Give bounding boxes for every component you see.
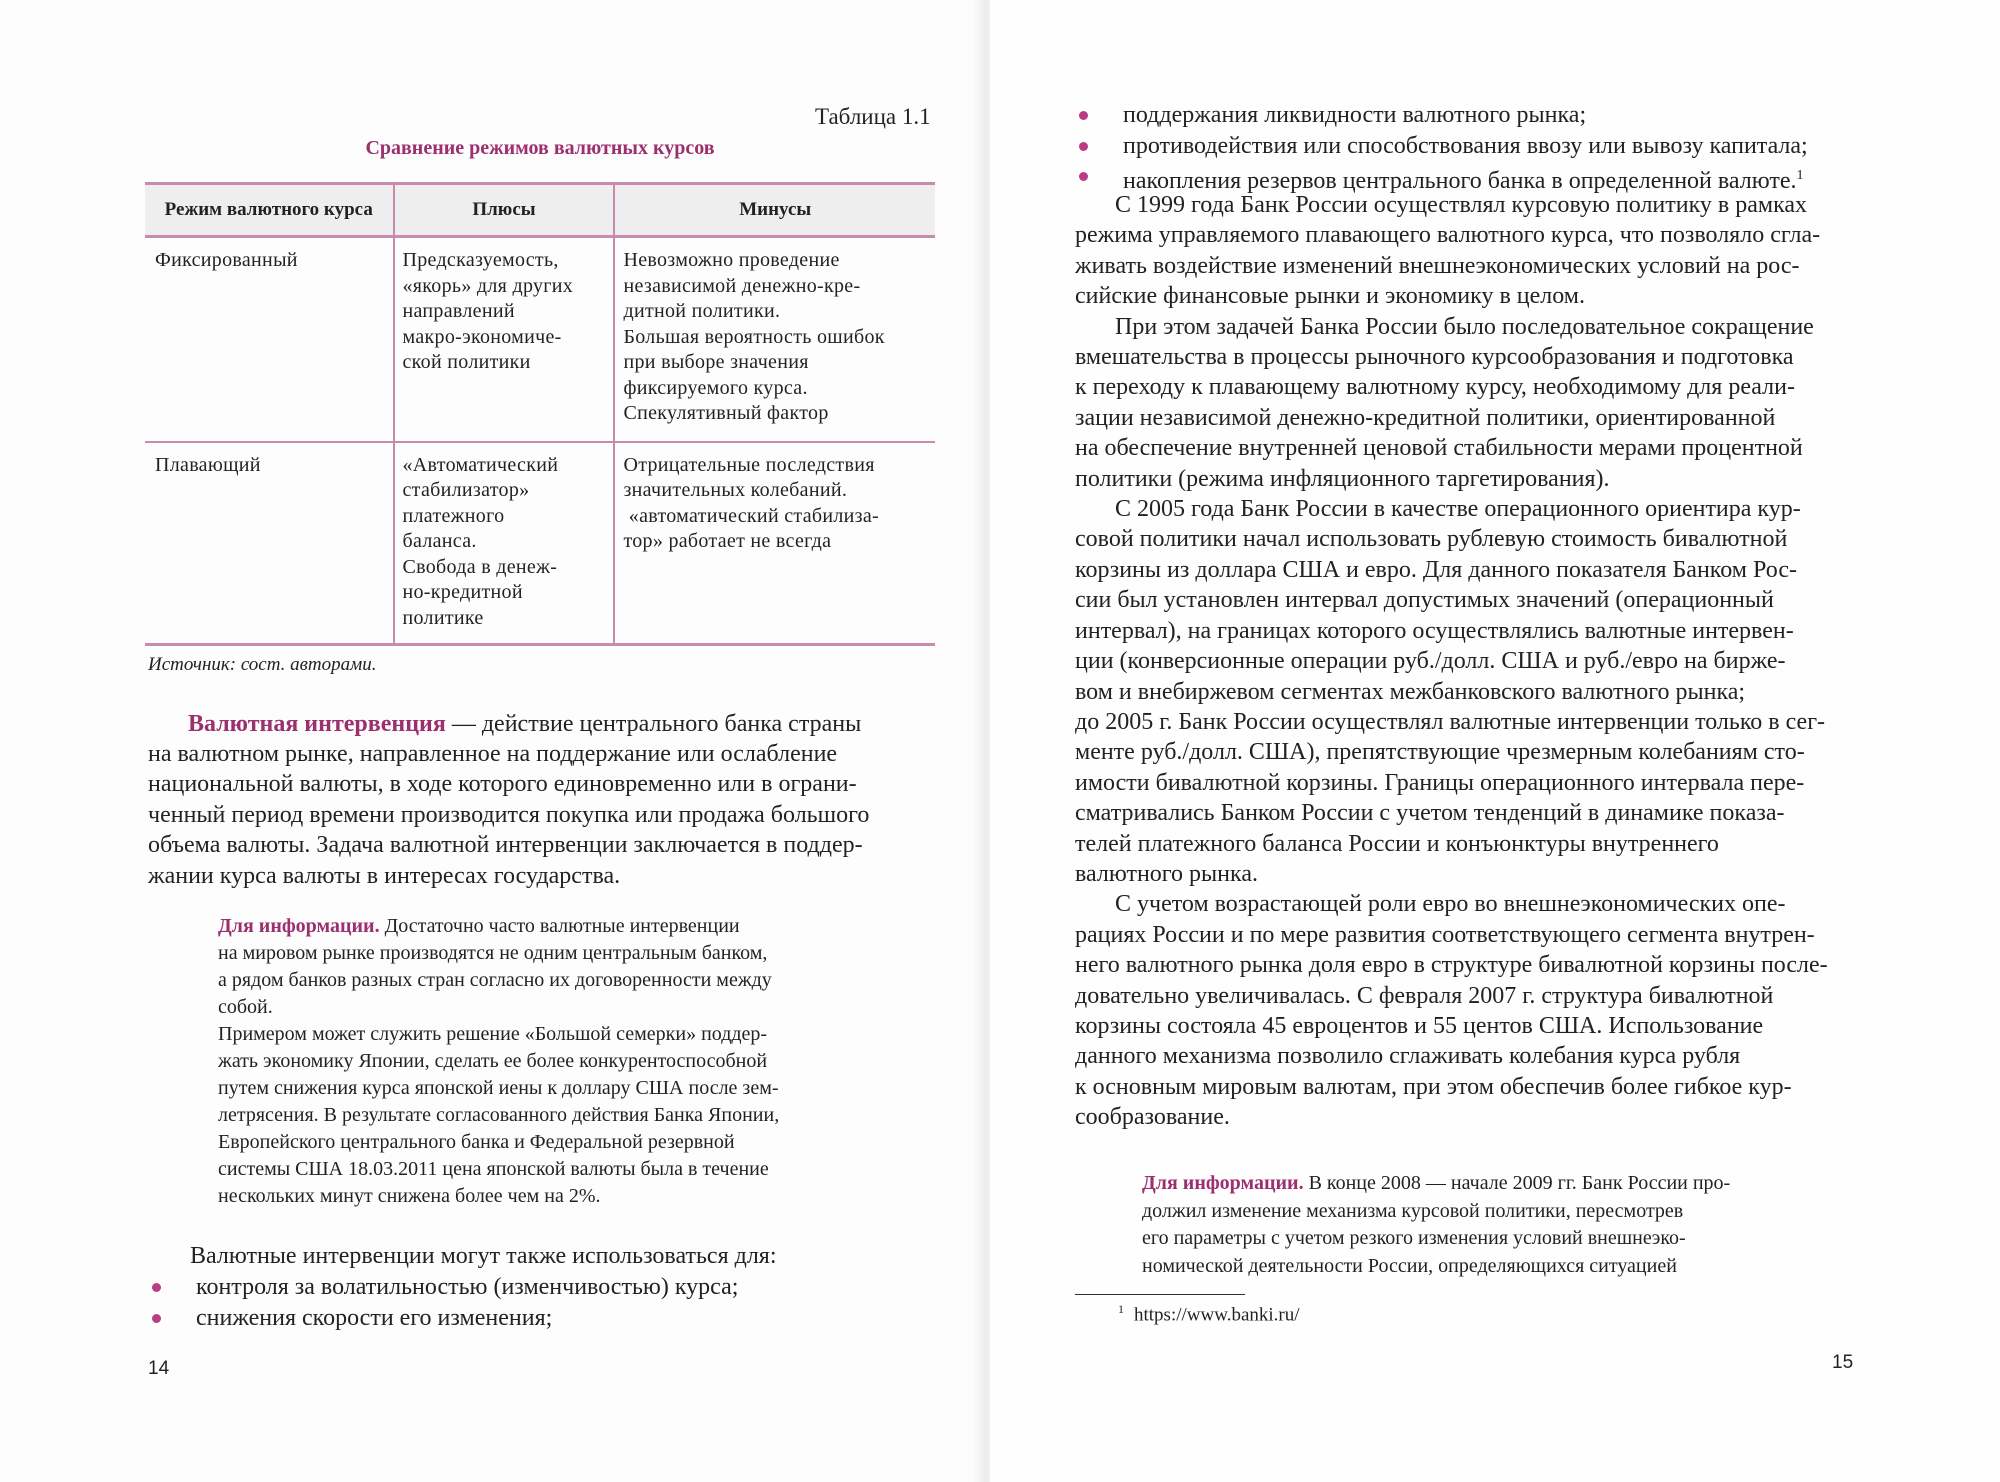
- text-line: национальной валюты, в ходе которого единовременно или в ограни-: [148, 771, 857, 798]
- info-label: Для информации.: [1142, 1172, 1304, 1194]
- text-line: корзины из доллара США и евро. Для данного показателя Банком Рос-: [1075, 556, 1797, 583]
- cell-line: «якорь» для других: [402, 274, 574, 297]
- bullet-list: [1075, 100, 1808, 197]
- bullet-icon: [1079, 172, 1088, 181]
- table-row: [145, 237, 935, 442]
- table-cell-mode: Фиксированный: [145, 237, 394, 442]
- list-item-text: снижения скорости его изменения;: [196, 1304, 553, 1331]
- text-line: на валютном рынке, направленное на поддержание или ослабление: [148, 741, 838, 767]
- text-line: его параметры с учетом резкого изменения условий внешнеэко-: [1142, 1227, 1686, 1249]
- text-line: вом и внебиржевом сегментах межбанковского валютного рынка;: [1075, 678, 1746, 705]
- definition-paragraph: [188, 709, 935, 739]
- table-title: Сравнение режимов валютных курсов: [365, 137, 715, 159]
- cell-line: направлений: [402, 300, 515, 322]
- text-line: сматривались Банком России с учетом тенденций в динамике показа-: [1075, 800, 1785, 827]
- cell-line: Отрицательные последствия: [623, 453, 875, 476]
- cell-line: Невозможно проведение: [623, 249, 840, 271]
- text-line: собой.: [218, 996, 273, 1018]
- text-line: нескольких минут снижена более чем на 2%.: [218, 1185, 601, 1207]
- comparison-table: [145, 182, 935, 646]
- text-line: [218, 913, 918, 940]
- text-line: С 1999 года Банк России осуществлял курсовую политику в рамках: [1115, 192, 1808, 218]
- text-line: ченный период времени производится покупка или продажа большого: [148, 801, 870, 828]
- footnote-marker: 1: [1118, 1302, 1124, 1316]
- definition-first-line: — действие центрального банка страны: [445, 711, 862, 737]
- bullet-icon: [1079, 142, 1088, 151]
- text-line: Примером может служить решение «Большой семерки» поддер-: [218, 1023, 768, 1045]
- list-item-text: противодействия или способствования ввозу или вывозу капитала;: [1123, 132, 1808, 159]
- text-line: сийские финансовые рынки и экономику в целом.: [1075, 283, 1585, 310]
- paragraph: [1075, 889, 1860, 1132]
- left-page: [0, 0, 990, 1482]
- cell-line: при выборе значения: [623, 351, 809, 373]
- text-line: имости бивалютной корзины. Границы операционного интервала пере-: [1075, 769, 1805, 796]
- text-line: к переходу к плавающему валютному курсу, необходимому для реали-: [1075, 374, 1795, 401]
- table-cell-pros: [394, 442, 615, 645]
- paragraph: [1075, 190, 1860, 312]
- cell-line: стабилизатор»: [402, 479, 530, 501]
- cell-line: независимой денежно-кре-: [623, 274, 861, 297]
- definition-term: Валютная интервенция: [188, 711, 446, 737]
- table-cell-cons: [614, 442, 935, 645]
- text-line: живать воздействие изменений внешнеэкономических условий на рос-: [1075, 252, 1800, 279]
- info-box: [218, 913, 918, 1210]
- right-body-text: [1075, 190, 1860, 1133]
- cell-line: Свобода в денеж-: [402, 555, 558, 578]
- text-line: интервал), на границах которого осуществлялись валютные интервен-: [1075, 617, 1794, 644]
- info-box: [1142, 1170, 1862, 1280]
- text-line: С 2005 года Банк России в качестве операционного ориентира кур-: [1115, 496, 1801, 523]
- text-line: к основным мировым валютам, при этом обеспечив более гибкое кур-: [1075, 1073, 1792, 1100]
- text-line: летрясения. В результате согласованного действия Банка Японии,: [218, 1104, 780, 1126]
- table-cell-cons: [614, 237, 935, 442]
- table-cell-pros: [394, 237, 615, 442]
- text-line: него валютного рынка доля евро в структуре бивалютной корзины после-: [1075, 952, 1828, 979]
- text-line: сии был установлен интервал допустимых значений (операционный: [1075, 587, 1774, 614]
- text-line: до 2005 г. Банк России осуществлял валютные интервенции только в сег-: [1075, 708, 1826, 735]
- text-line: должил изменение механизма курсовой политики, пересмотрев: [1142, 1199, 1684, 1222]
- page-number: 14: [148, 1358, 170, 1379]
- text-line: менте руб./долл. США), препятствующие чрезмерным колебаниям сто-: [1075, 739, 1805, 766]
- table-source: Источник: сост. авторами.: [148, 654, 377, 675]
- definition-body: [148, 739, 938, 891]
- footnote-link[interactable]: https://www.banki.ru/: [1134, 1304, 1300, 1326]
- paragraph: [1075, 312, 1860, 494]
- text-line: номической деятельности России, определяющихся ситуацией: [1142, 1254, 1677, 1277]
- text-line: ции (конверсионные операции руб./долл. США и руб./евро на бирже-: [1075, 648, 1786, 675]
- text-line: режима управляемого плавающего валютного курса, что позволяло сгла-: [1075, 222, 1821, 249]
- table-number: Таблица 1.1: [815, 104, 931, 129]
- cell-line: баланса.: [402, 530, 477, 552]
- list-item: [148, 1303, 738, 1334]
- text-line: на мировом рынке производятся не одним центральным банком,: [218, 942, 768, 964]
- cell-line: «автоматический стабилиза-: [623, 504, 879, 527]
- cell-line: «Автоматический: [402, 453, 559, 476]
- text-line: валютного рынка.: [1075, 860, 1258, 887]
- footnote: [1118, 1302, 1300, 1326]
- info-first-line: В конце 2008 — начале 2009 гг. Банк России про-: [1303, 1172, 1731, 1194]
- cell-line: Предсказуемость,: [402, 249, 559, 271]
- column-header-mode: Режим валютного курса: [145, 184, 394, 237]
- text-line: путем снижения курса японской иены к доллару США после зем-: [218, 1077, 779, 1099]
- list-item-text: поддержания ликвидности валютного рынка;: [1123, 102, 1587, 128]
- text-line: вмешательства в процессы рыночного курсообразования и подготовка: [1075, 344, 1794, 371]
- table-cell-mode: Плавающий: [145, 442, 394, 645]
- column-header-pros: Плюсы: [394, 184, 615, 237]
- cell-line: дитной политики.: [623, 300, 781, 322]
- cell-line: макро-экономиче-: [402, 325, 562, 348]
- table-row: [145, 442, 935, 645]
- paragraph: [1075, 494, 1860, 889]
- text-line: на обеспечение внутренней ценовой стабильности мерами процентной: [1075, 435, 1803, 462]
- text-line: жать экономику Японии, сделать ее более конкурентоспособной: [218, 1050, 768, 1072]
- text-line: корзины состояла 45 евроцентов и 55 центов США. Использование: [1075, 1012, 1764, 1039]
- cell-line: платежного: [402, 504, 505, 527]
- text-line: довательно увеличивалась. С февраля 2007 г. структура бивалютной: [1075, 982, 1774, 1009]
- cell-line: Большая вероятность ошибок: [623, 325, 885, 348]
- text-line: [1142, 1170, 1862, 1198]
- text-line: а рядом банков разных стран согласно их договоренности между: [218, 969, 772, 991]
- bullet-list: [148, 1272, 738, 1333]
- cell-line: тор» работает не всегда: [623, 530, 832, 552]
- list-item-text: накопления резервов центрального банка в определенной валюте.: [1123, 168, 1797, 194]
- bullet-icon: [152, 1314, 161, 1323]
- text-line: [188, 709, 935, 739]
- info-first-line: Достаточно часто валютные интервенции: [379, 915, 740, 937]
- text-line: рациях России и по мере развития соответствующего сегмента внутрен-: [1075, 921, 1815, 948]
- text-line: телей платежного баланса России и конъюнктуры внутреннего: [1075, 830, 1719, 857]
- text-line: политики (режима инфляционного таргетирования).: [1075, 465, 1610, 492]
- info-label: Для информации.: [218, 915, 380, 937]
- list-item: [148, 1272, 738, 1303]
- cell-line: фиксируемого курса.: [623, 376, 808, 399]
- cell-line: значительных колебаний.: [623, 479, 848, 501]
- text-line: совой политики начал использовать рублевую стоимость бивалютной: [1075, 526, 1788, 553]
- uses-intro: Валютные интервенции могут также использоваться для:: [190, 1243, 777, 1269]
- text-line: Европейского центрального банка и Федеральной резервной: [218, 1131, 735, 1153]
- footnote-reference[interactable]: 1: [1796, 168, 1804, 183]
- bullet-icon: [1079, 111, 1088, 120]
- text-line: объема валюты. Задача валютной интервенции заключается в поддер-: [148, 832, 863, 859]
- text-line: жании курса валюты в интересах государства.: [148, 862, 621, 889]
- cell-line: политике: [402, 606, 484, 629]
- text-line: данного механизма позволило сглаживать колебания курса рубля: [1075, 1043, 1741, 1070]
- footnote-divider: [1075, 1294, 1245, 1295]
- text-line: сообразование.: [1075, 1104, 1230, 1131]
- table-header-row: [145, 184, 935, 237]
- cell-line: но-кредитной: [402, 581, 523, 603]
- text-line: системы США 18.03.2011 цена японской валюты была в течение: [218, 1158, 769, 1180]
- cell-line: Спекулятивный фактор: [623, 402, 829, 424]
- text-line: С учетом возрастающей роли евро во внешнеэкономических опе-: [1115, 891, 1786, 918]
- cell-line: ской политики: [402, 351, 531, 373]
- text-line: зации независимой денежно-кредитной политики, ориентированной: [1075, 404, 1776, 431]
- column-header-cons: Минусы: [614, 184, 935, 237]
- bullet-icon: [152, 1283, 161, 1292]
- text-line: При этом задачей Банка России было последовательное сокращение: [1115, 313, 1814, 340]
- list-item-text: контроля за волатильностью (изменчивостью) курса;: [196, 1274, 739, 1300]
- list-item: [1075, 131, 1808, 162]
- page-number: 15: [1832, 1352, 1854, 1373]
- list-item: [1075, 100, 1808, 131]
